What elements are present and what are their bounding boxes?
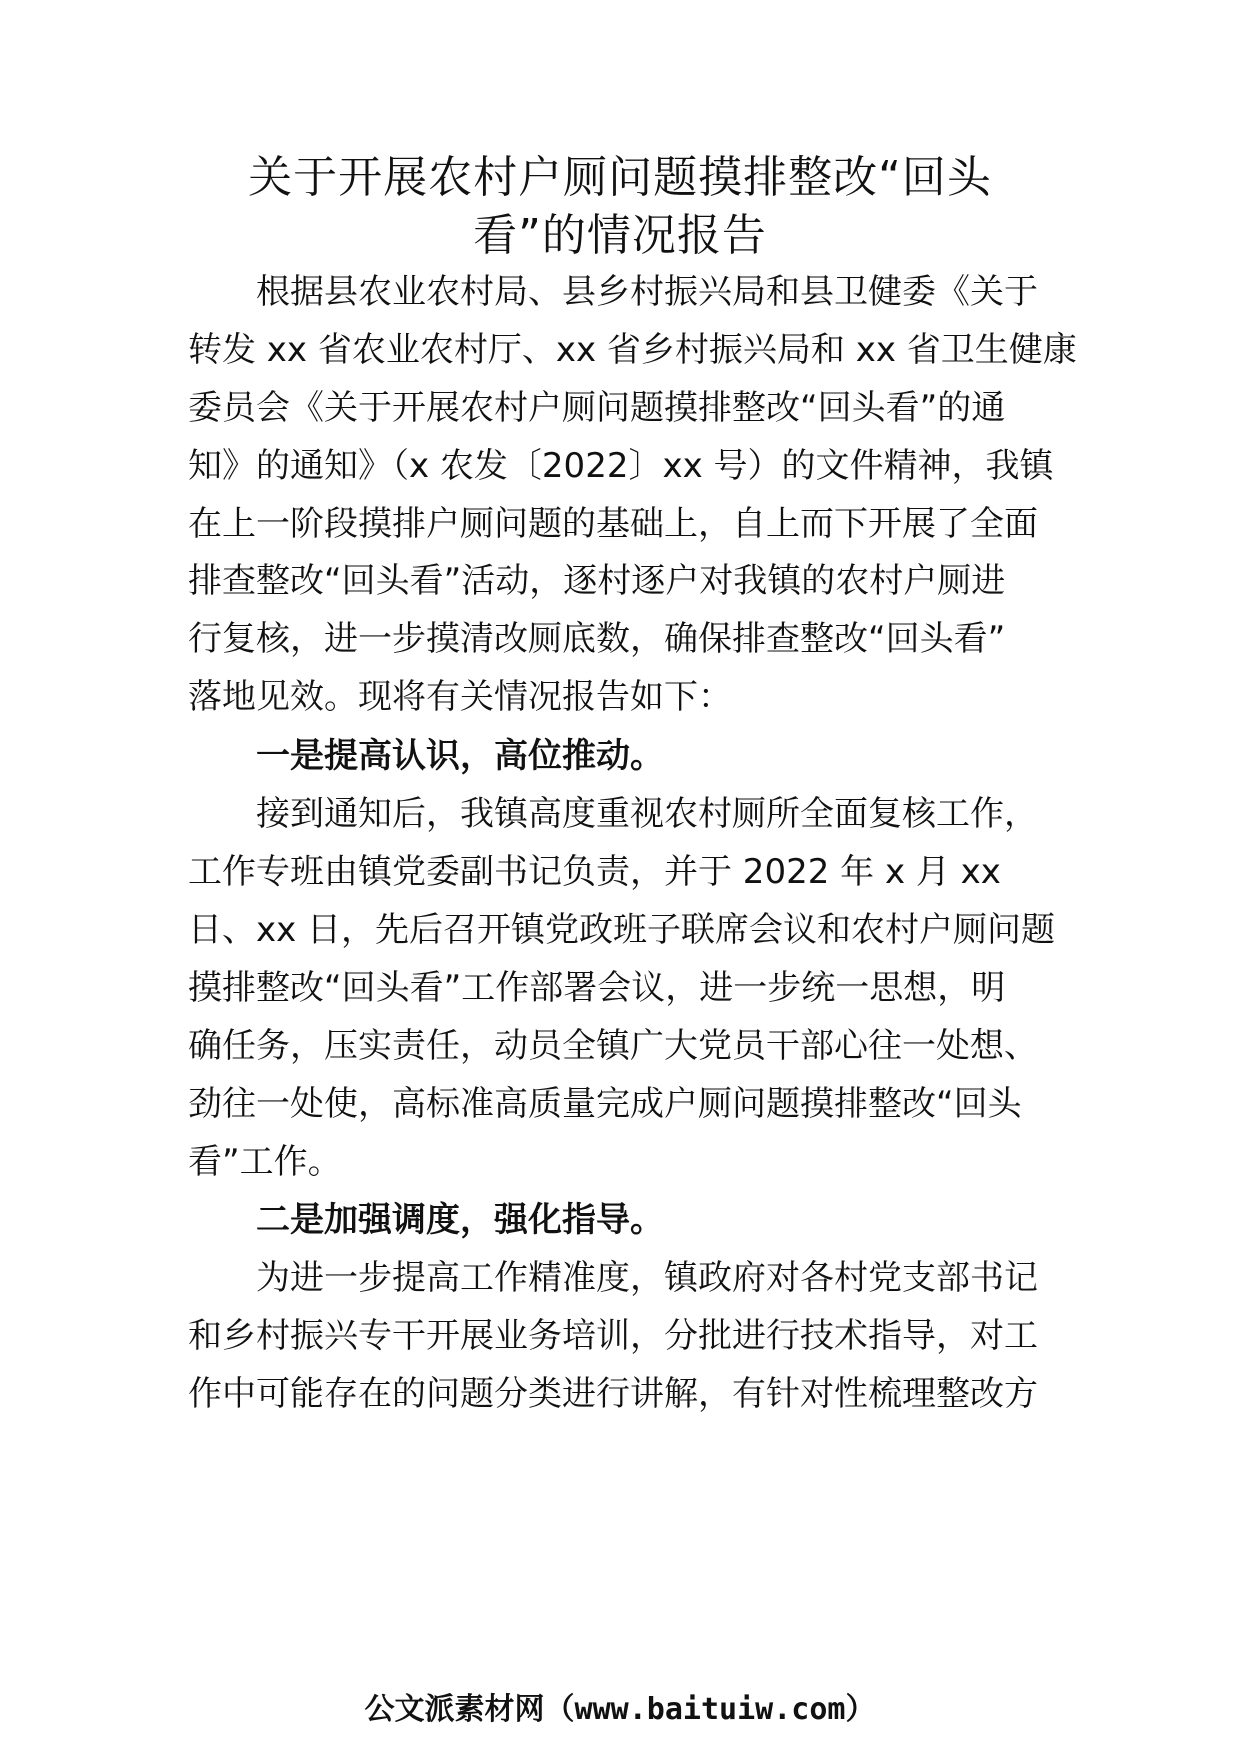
paragraph-line: 日、xx 日，先后召开镇党政班子联席会议和农村户厕问题 xyxy=(188,910,1056,950)
paragraph-line: 落地见效。现将有关情况报告如下： xyxy=(188,677,732,717)
paragraph-line: 工作专班由镇党委副书记负责，并于 2022 年 x 月 xx xyxy=(188,852,1001,892)
paragraph-line: 接到通知后，我镇高度重视农村厕所全面复核工作， xyxy=(256,794,1038,834)
paragraph-line: 和乡村振兴专干开展业务培训，分批进行技术指导，对工 xyxy=(188,1316,1038,1356)
paragraph-line: 在上一阶段摸排户厕问题的基础上，自上而下开展了全面 xyxy=(188,504,1038,544)
paragraph-line: 确任务，压实责任，动员全镇广大党员干部心往一处想、 xyxy=(188,1026,1038,1066)
footer-watermark xyxy=(0,1690,1240,1730)
paragraph-line: 排查整改“回头看”活动，逐村逐户对我镇的农村户厕进 xyxy=(188,561,1006,601)
footer-url[interactable]: （www.baituiw.com） xyxy=(544,1692,876,1727)
paragraph-line: 转发 xx 省农业农村厅、xx 省乡村振兴局和 xx 省卫生健康 xyxy=(188,330,1077,370)
paragraph-line: 委员会《关于开展农村户厕问题摸排整改“回头看”的通 xyxy=(188,388,1006,428)
paragraph-line: 看”工作。 xyxy=(188,1142,342,1182)
section-heading-1: 一是提高认识，高位推动。 xyxy=(256,736,664,776)
footer-site-name: 公文派素材网 xyxy=(364,1692,545,1727)
paragraph-line: 劲往一处使，高标准高质量完成户厕问题摸排整改“回头 xyxy=(188,1084,1022,1124)
paragraph-line: 知》的通知》（x 农发〔2022〕xx 号）的文件精神，我镇 xyxy=(188,446,1054,486)
document-title-line-2: 看”的情况报告 xyxy=(473,210,767,261)
paragraph-line: 根据县农业农村局、县乡村振兴局和县卫健委《关于 xyxy=(256,272,1038,312)
document-title-line-1: 关于开展农村户厕问题摸排整改“回头 xyxy=(248,152,992,203)
paragraph-line: 作中可能存在的问题分类进行讲解，有针对性梳理整改方 xyxy=(188,1374,1038,1414)
paragraph-line: 摸排整改“回头看”工作部署会议，进一步统一思想，明 xyxy=(188,968,1006,1008)
section-heading-2: 二是加强调度，强化指导。 xyxy=(256,1200,664,1240)
paragraph-line: 为进一步提高工作精准度，镇政府对各村党支部书记 xyxy=(256,1258,1038,1298)
paragraph-line: 行复核，进一步摸清改厕底数，确保排查整改“回头看” xyxy=(188,619,1006,659)
